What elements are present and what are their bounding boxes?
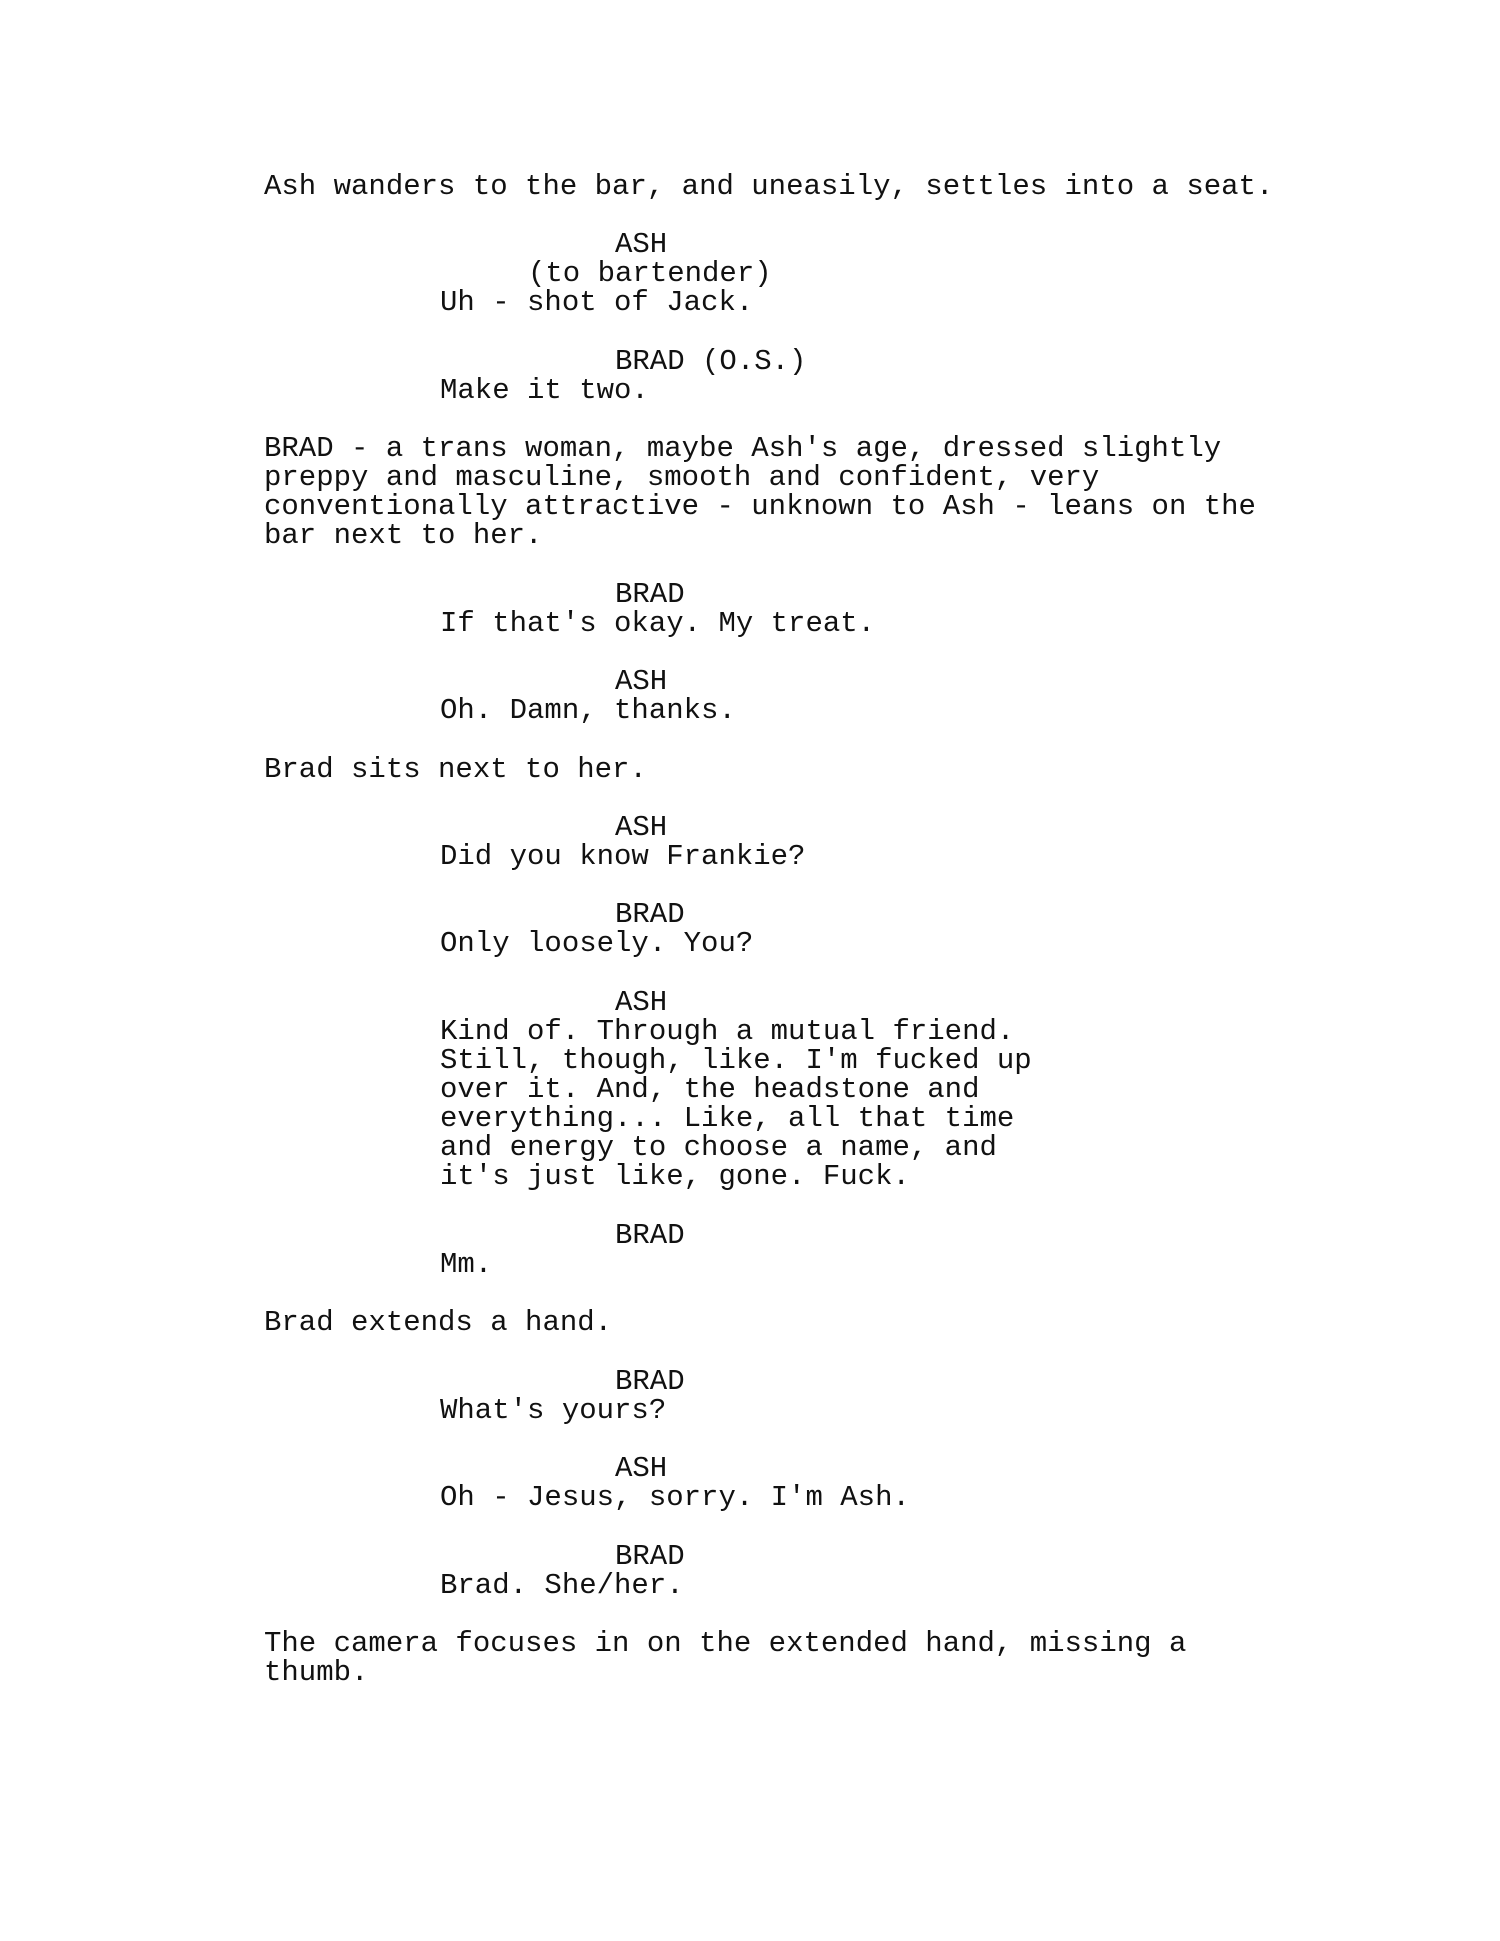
dialogue-line: Only loosely. You? [440,927,754,960]
dialogue-line: Make it two. [440,374,649,407]
character-cue: BRAD [615,1219,685,1252]
character-cue: BRAD [615,1540,685,1573]
dialogue-line: Brad. She/her. [440,1569,684,1602]
dialogue-line: If that's okay. My treat. [440,607,876,640]
character-cue: BRAD [615,1365,685,1398]
action-line: BRAD - a trans woman, maybe Ash's age, dressed slightly [264,432,1222,465]
action-line: conventionally attractive - unknown to Ash - leans on the [264,490,1256,523]
dialogue-line: Did you know Frankie? [440,840,806,873]
character-cue: BRAD (O.S.) [615,345,807,378]
action-line: Ash wanders to the bar, and uneasily, settles into a seat. [264,170,1274,203]
dialogue-line: Uh - shot of Jack. [440,286,754,319]
dialogue-line: it's just like, gone. Fuck. [440,1160,910,1193]
character-cue: BRAD [615,578,685,611]
action-line: The camera focuses in on the extended hand, missing a [264,1627,1187,1660]
dialogue-line: Still, though, like. I'm fucked up [440,1044,1032,1077]
character-cue: ASH [615,986,668,1019]
dialogue-line: over it. And, the headstone and [440,1073,980,1106]
dialogue-line: and energy to choose a name, and [440,1131,997,1164]
character-cue: ASH [615,228,668,261]
action-line: bar next to her. [264,519,543,552]
character-cue: ASH [615,1452,668,1485]
dialogue-line: Mm. [440,1248,493,1281]
dialogue-line: Oh. Damn, thanks. [440,694,736,727]
character-cue: ASH [615,811,668,844]
action-line: Brad sits next to her. [264,753,647,786]
action-line: Brad extends a hand. [264,1306,613,1339]
action-line: thumb. [264,1656,369,1689]
parenthetical: (to bartender) [528,257,772,290]
character-cue: BRAD [615,898,685,931]
dialogue-line: everything... Like, all that time [440,1102,1015,1135]
action-line: preppy and masculine, smooth and confident, very [264,461,1100,494]
dialogue-line: Oh - Jesus, sorry. I'm Ash. [440,1481,910,1514]
dialogue-line: Kind of. Through a mutual friend. [440,1015,1015,1048]
dialogue-line: What's yours? [440,1394,667,1427]
character-cue: ASH [615,665,668,698]
